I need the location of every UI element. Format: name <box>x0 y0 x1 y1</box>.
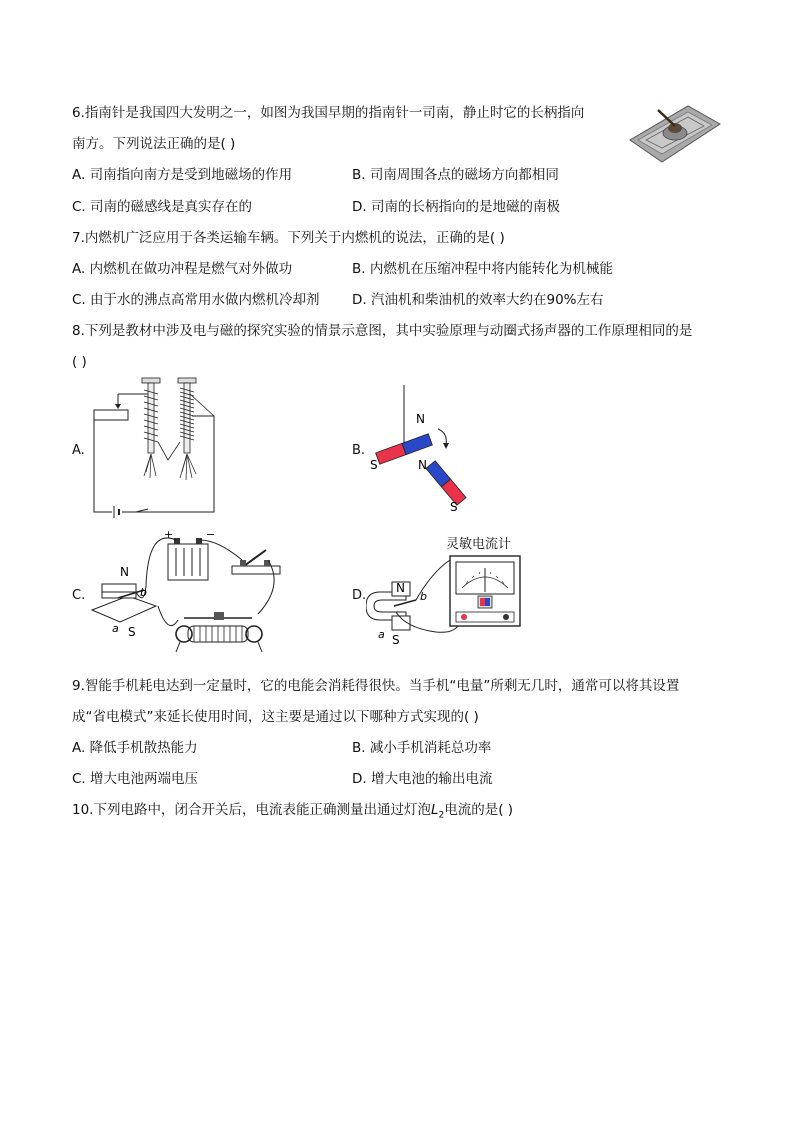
q8-option-c-label[interactable]: C. <box>72 588 86 603</box>
q8-figure-d-s: S <box>392 633 400 647</box>
q8-figure-c-motor-principle[interactable] <box>88 526 288 654</box>
q8-figure-c-s: S <box>128 625 136 639</box>
q8-option-b-label[interactable]: B. <box>352 443 366 458</box>
q10-stem-before: 10.下列电路中，闭合开关后，电流表能正确测量出通过灯泡 <box>72 802 431 818</box>
q8-figure-b-magnets[interactable] <box>366 383 476 515</box>
q8-figure-d-n: N <box>396 581 405 595</box>
q6-option-c[interactable]: C. 司南的磁感线是真实存在的 <box>72 199 253 215</box>
q8-figure-b-s-left: S <box>370 458 378 472</box>
q8-galvanometer-label: 灵敏电流计 <box>446 537 512 552</box>
q8-option-a-label[interactable]: A. <box>72 443 85 458</box>
q8-option-d-label[interactable]: D. <box>352 588 367 603</box>
q6-option-b[interactable]: B. 司南周围各点的磁场方向都相同 <box>352 167 559 183</box>
q8-figure-b-n-lower: N <box>418 458 427 472</box>
q7-option-c[interactable]: C. 由于水的沸点高常用水做内燃机冷却剂 <box>72 292 320 308</box>
q7-option-a[interactable]: A. 内燃机在做功冲程是燃气对外做功 <box>72 261 293 277</box>
q7-option-d[interactable]: D. 汽油机和柴油机的效率大约在90%左右 <box>352 292 604 308</box>
q6-stem-line1: 6.指南针是我国四大发明之一，如图为我国早期的指南针一司南，静止时它的长柄指向 <box>72 105 585 121</box>
q9-option-c[interactable]: C. 增大电池两端电压 <box>72 771 199 787</box>
q9-stem-line2: 成“省电模式”来延长使用时间，这主要是通过以下哪种方式实现的( ) <box>72 709 479 725</box>
q8-figure-a-electromagnets[interactable] <box>88 376 228 522</box>
q9-stem-line1: 9.智能手机耗电达到一定量时，它的电能会消耗得很快。当手机“电量”所剩无几时，通常可以将其设置 <box>72 678 680 694</box>
q6-option-d[interactable]: D. 司南的长柄指向的是地磁的南极 <box>352 199 560 215</box>
q10-stem-after: 电流的是( ) <box>444 802 514 818</box>
q8-figure-b-n-upper: N <box>416 412 425 426</box>
q10-subscript: 2 <box>438 810 445 821</box>
q6-stem-line2: 南方。下列说法正确的是( ) <box>72 136 236 152</box>
q8-figure-c-plus: + <box>164 528 174 541</box>
q8-figure-d-point-a: a <box>378 628 385 641</box>
q8-figure-b-s-lower: S <box>450 500 458 514</box>
q9-option-d[interactable]: D. 增大电池的输出电流 <box>352 771 493 787</box>
q8-stem-line2: ( ) <box>72 354 87 370</box>
q9-option-a[interactable]: A. 降低手机散热能力 <box>72 740 198 756</box>
q6-option-a[interactable]: A. 司南指向南方是受到地磁场的作用 <box>72 167 293 183</box>
q8-figure-d-induction[interactable] <box>366 552 526 652</box>
q10-symbol: L <box>430 802 439 818</box>
q8-figure-c-point-b: b <box>140 586 147 599</box>
q7-stem: 7.内燃机广泛应用于各类运输车辆。下列关于内燃机的说法，正确的是( ) <box>72 230 505 246</box>
sinan-compass-image <box>628 102 722 164</box>
q9-option-b[interactable]: B. 减小手机消耗总功率 <box>352 740 492 756</box>
q8-figure-c-minus: − <box>206 528 216 541</box>
q8-stem-line1: 8.下列是教材中涉及电与磁的探究实验的情景示意图，其中实验原理与动圈式扬声器的工作原理相同的是 <box>72 323 693 339</box>
q8-figure-c-point-a: a <box>112 622 119 635</box>
q8-figure-c-n: N <box>120 565 129 579</box>
q8-figure-d-point-b: b <box>420 590 427 603</box>
q7-option-b[interactable]: B. 内燃机在压缩冲程中将内能转化为机械能 <box>352 261 613 277</box>
q10-stem <box>72 801 513 825</box>
